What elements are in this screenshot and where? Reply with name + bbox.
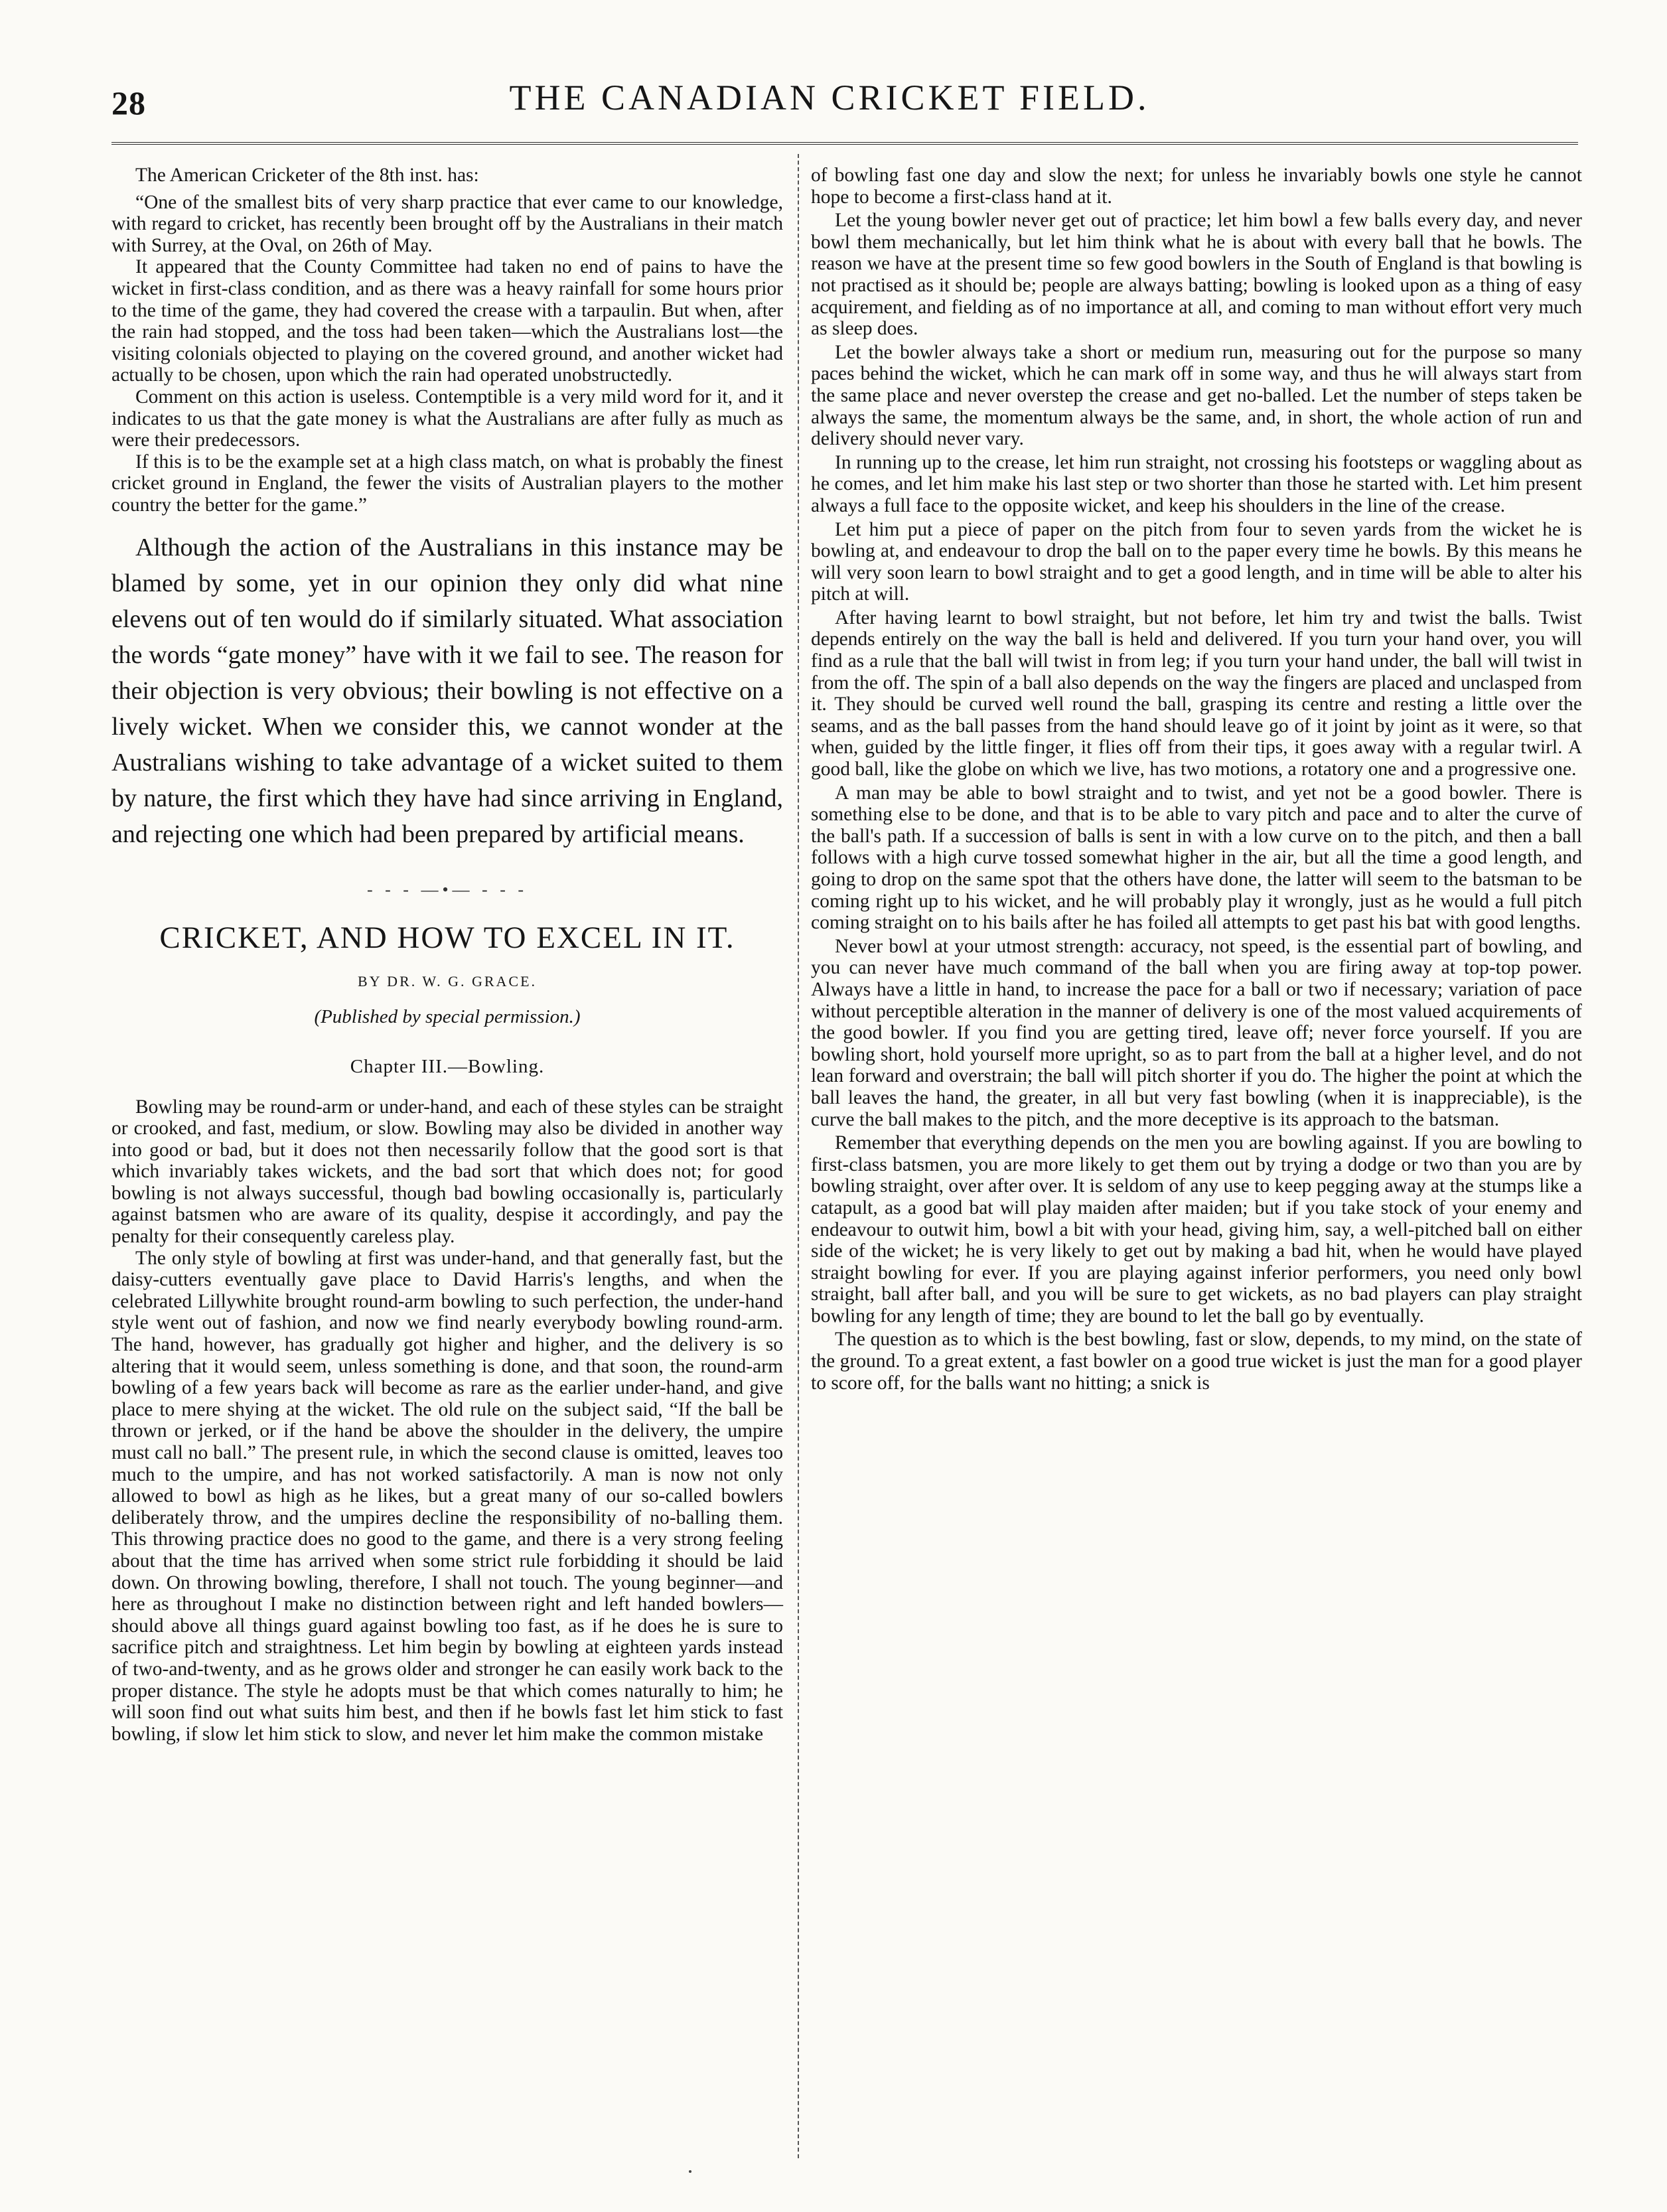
body-paragraph: Remember that everything depends on the men you are bowling against. If you are bowling to first-class batsmen, you are more likely to get them out by trying a dodge or two than you are by bowling straight, over after over. It is seldom of any use to keep pegging away at the stumps like a catapult, as a good bat will play maiden after maiden; but if you take stock of your enemy and endeavour to outwit him, bowl a bit with your head, giving him, say, a well-pitched ball on either side of the wicket; he is very likely to get out by making a bad hit, when he would have played straight bowling for ever. If you are playing against inferior performers, you need only bowl straight, ball after ball, and you will be sure to get wickets, as no bad players can play straight bowling for any length of time; they are bound to let the ball go by eventually. <box>811 1132 1582 1327</box>
print-speck <box>689 2170 691 2173</box>
body-paragraph: Let the young bowler never get out of practice; let him bowl a few balls every day, and never bowl them mechanically, but let him think what he is about with every ball that he bowls. The reason we have at the present time so few good bowlers in the South of England is that bowling is not practised as it should be; people are always batting; bowling is looked upon as a thing of easy acquirement, and fielding as of no importance at all, and coming to man without effort very much as sleep does. <box>811 210 1582 340</box>
body-paragraph: Let him put a piece of paper on the pitch from four to seven yards from the wicket he is bowling at, and endeavour to drop the ball on to the paper every time he bowls. By this means he will very soon learn to bowl straight and to get a good length, and in time will be able to alter his pitch at will. <box>811 518 1582 605</box>
article-byline: BY DR. W. G. GRACE. <box>357 972 538 990</box>
column-divider <box>798 154 799 2158</box>
chapter-heading: Chapter III.—Bowling. <box>350 1055 545 1077</box>
page-number: 28 <box>111 84 146 121</box>
quote-paragraph: “One of the smallest bits of very sharp practice that ever came to our knowledge, with regard to cricket, has recently been brought off by the Australians in their match with Surrey, at the Oval, on 26th of May. <box>111 191 783 256</box>
permission-note: (Published by special permission.) <box>314 1005 581 1027</box>
body-paragraph: A man may be able to bowl straight and to twist, and yet not be a good bowler. There is something else to be done, and that is to be able to vary pitch and pace and to alter the curve of the ball's path. If a succession of balls is sent in with a low curve on to the pitch, and then a ball follows with a high curve tossed somewhat higher in the air, but all the time a good length, and going to drop on the same spot that the others have done, the latter will seem to the batsman to be coming right up to his wicket, and he will probably play it wrongly, just as he would a full pitch coming straight on to his bails after he has foiled all attempts to get past his bat with good lengths. <box>811 782 1582 934</box>
body-paragraph: The only style of bowling at first was under-hand, and that generally fast, but the daisy-cutters eventually gave place to David Harris's lengths, and when the celebrated Lillywhite brought round-arm bowling to such perfection, the under-hand style went out of fashion, and now we find nearly everybody bowling round-arm. The hand, however, has gradually got higher and higher, and the delivery is so altering that it would seem, unless something is done, and that soon, the round-arm bowling of a few years back will become as rare as the earlier under-hand, and give place to mere shying at the wicket. The old rule on the subject said, “If the ball be thrown or jerked, or if the hand be above the shoulder in the delivery, the umpire must call no ball.” The present rule, in which the second clause is omitted, leaves too much to the umpire, and has not worked satisfactorily. A man is now not only allowed to bowl as high as he likes, but a great many of our so-called bowlers deliberately throw, and the umpires decline the responsibility of no-balling them. This throwing practice does no good to the game, and there is a very strong feeling about that the time has arrived when some strict rule forbidding it should be laid down. On throwing bowling, therefore, I shall not touch. The young beginner—and here as throughout I make no distinction between right and left handed bowlers—should above all things guard against bowling too fast, as if he does he is sure to sacrifice pitch and straightness. Let him begin by bowling at eighteen yards instead of two-and-twenty, and as he grows older and stronger he can easily work back to the proper distance. The style he adopts must be that which comes naturally to him; he will soon find out what suits him best, and then if he bowls fast let him stick to fast bowling, if slow let him stick to slow, and never let him make the common mistake <box>111 1247 783 1745</box>
quote-paragraph: It appeared that the County Committee had taken no end of pains to have the wicket in first-class condition, and as there was a heavy rainfall for some hours prior to the time of the game, they had covered the crease with a tarpaulin. But when, after the rain had stopped, and the toss had been taken—which the Australians lost—the visiting colonials objected to playing on the covered ground, and another wicket had actually to be chosen, upon which the rain had operated unobstructedly. <box>111 256 783 386</box>
body-paragraph: Let the bowler always take a short or medium run, measuring out for the purpose so many paces behind the wicket, which he can mark off in some way, and thus he will always start from the same place and never overstep the crease and get no-balled. Let the number of steps taken be always the same, the momentum always be the same, and, in short, the whole action of run and delivery should never vary. <box>811 341 1582 450</box>
body-paragraph: After having learnt to bowl straight, but not before, let him try and twist the balls. Twist depends entirely on the way the ball is held and delivered. If you turn your hand over, you will find as a rule that the ball will twist in from leg; if you turn your hand under, the ball will twist in from the off. The spin of a ball also depends on the way the fingers are placed and unclasped from it. They should be curved well round the ball, grasping its centre and resting a little over the seams, and as the ball passes from the hand should leave go of it joint by joint as it were, so that when, guided by the little finger, it flies off from their tips, it goes away with a regular twirl. A good ball, like the globe on which we live, has two motions, a rotatory one and a progressive one. <box>811 607 1582 780</box>
quote-paragraph: Comment on this action is useless. Contemptible is a very mild word for it, and it indicates to us that the gate money is what the Australians are after fully as much as were their predecessors. <box>111 386 783 451</box>
body-paragraph: The question as to which is the best bowling, fast or slow, depends, to my mind, on the state of the ground. To a great extent, a fast bowler on a good true wicket is just the man for a good player to score off, for the balls want no hitting; a snick is <box>811 1329 1582 1394</box>
section-ornament: - - - —•— - - - <box>366 879 528 899</box>
left-column <box>111 165 783 1745</box>
article-title: CRICKET, AND HOW TO EXCEL IN IT. <box>159 920 735 955</box>
right-column <box>811 165 1582 1396</box>
quoted-article <box>111 192 783 516</box>
quote-paragraph: If this is to be the example set at a high class match, on what is probably the finest cricket ground in England, the fewer the visits of Australian players to the mother country the better for the game.” <box>111 451 783 516</box>
editorial-comment: Although the action of the Australians in this instance may be blamed by some, yet in our opinion they only did what nine elevens out of ten would do if similarly situated. What association the words “gate money” have with it we fail to see. The reason for their objection is very obvious; their bowling is not effective on a lively wicket. When we consider this, we cannot wonder at the Australians wishing to take advantage of a wicket suited to them by nature, the first which they have had since arriving in England, and rejecting one which had been prepared by artificial means. <box>111 533 783 848</box>
body-paragraph: of bowling fast one day and slow the next; for unless he invariably bowls one style he cannot hope to become a first-class hand at it. <box>811 165 1582 208</box>
masthead: THE CANADIAN CRICKET FIELD. <box>509 78 1150 117</box>
quote-intro: The American Cricketer of the 8th inst. has: <box>135 165 479 186</box>
body-paragraph: Never bowl at your utmost strength: accuracy, not speed, is the essential part of bowling, and you can never have much command of the ball when you are firing away at top-top power. Always have a little in hand, to increase the pace for a ball or two if necessary; variation of pace without perceptible alteration in the manner of delivery is one of the most valued acquirements of the good bowler. If you find you are getting tired, leave off; never force yourself. If you are bowling short, hold yourself more upright, so as to part from the ball at a higher level, and do not lean forward and overstrain; the ball will pitch shorter if you do. The higher the point at which the ball leaves the hand, the greater, in all but very fast bowling (when it is inappreciable), is the curve the ball makes to the pitch, and the more deceptive is its approach to the batsman. <box>811 935 1582 1130</box>
body-paragraph: In running up to the crease, let him run straight, not crossing his footsteps or waggling about as he comes, and let him make his last step or two shorter than those he started with. Let him present always a full face to the opposite wicket, and keep his shoulders in the line of the crease. <box>811 451 1582 516</box>
body-paragraph: Bowling may be round-arm or under-hand, and each of these styles can be straight or crooked, and fast, medium, or slow. Bowling may also be divided in another way into good or bad, but it does not then necessarily follow that the good sort is that which invariably takes wickets, and the bad sort that which does not; for good bowling is not always successful, though bad bowling occasionally is, particularly against batsmen who are aware of its quality, despise it accordingly, and pay the penalty for their consequently careless play. <box>111 1096 783 1248</box>
header-rule <box>111 142 1578 145</box>
